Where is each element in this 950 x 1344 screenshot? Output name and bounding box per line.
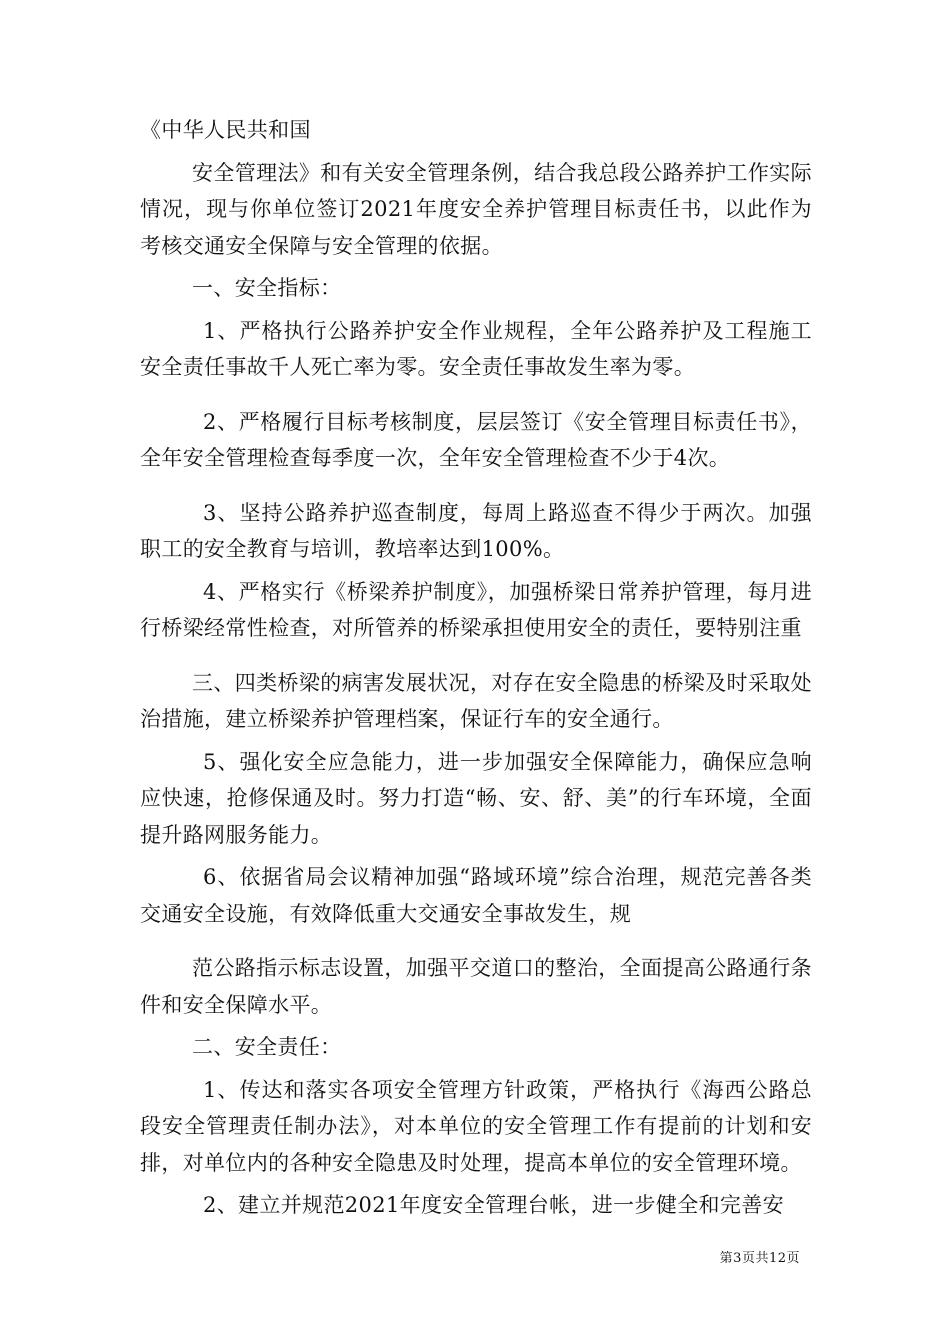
heading-safety-indicators: 一、安全指标：	[192, 276, 342, 300]
paragraph-indicator-1: 1、严格执行公路养护安全作业规程，全年公路养护及工程施工安全责任事故千人死亡率为零。安全责任事故发生率为零。	[140, 318, 812, 379]
document-body	[140, 112, 812, 1224]
paragraph-law-title: 《中华人民共和国	[140, 118, 311, 142]
paragraph-indicator-6-cont: 范公路指示标志设置，加强平交道口的整治，全面提高公路通行条件和安全保障水平。	[140, 956, 812, 1017]
paragraph-intro: 安全管理法》和有关安全管理条例，结合我总段公路养护工作实际情况，现与你单位签订2021年度安全养护管理目标责任书，以此作为考核交通安全保障与安全管理的依据。	[140, 160, 812, 258]
heading-safety-responsibility: 二、安全责任：	[192, 1035, 342, 1059]
paragraph-responsibility-2: 2、建立并规范2021年度安全管理台帐，进一步健全和完善安	[203, 1193, 784, 1217]
paragraph-indicator-2: 2、严格履行目标考核制度，层层签订《安全管理目标责任书》，全年安全管理检查每季度一次，全年安全管理检查不少于4次。	[140, 409, 812, 470]
paragraph-indicator-4-cont: 三、四类桥梁的病害发展状况，对存在安全隐患的桥梁及时采取处治措施，建立桥梁养护管理档案，保证行车的安全通行。	[140, 670, 812, 731]
paragraph-indicator-3: 3、坚持公路养护巡查制度，每周上路巡查不得少于两次。加强职工的安全教育与培训，教培率达到100%。	[140, 500, 812, 561]
paragraph-indicator-4: 4、严格实行《桥梁养护制度》，加强桥梁日常养护管理，每月进行桥梁经常性检查，对所管养的桥梁承担使用安全的责任，要特别注重	[140, 579, 812, 640]
paragraph-indicator-6: 6、依据省局会议精神加强“路域环境”综合治理，规范完善各类交通安全设施，有效降低重大交通安全事故发生，规	[140, 865, 812, 926]
paragraph-responsibility-1: 1、传达和落实各项安全管理方针政策，严格执行《海西公路总段安全管理责任制办法》，对本单位的安全管理工作有提前的计划和安排，对单位内的各种安全隐患及时处理，提高本单位的安全管理环境。	[140, 1077, 812, 1175]
page-number: 第3页共12页	[719, 1251, 800, 1266]
paragraph-indicator-5: 5、强化安全应急能力，进一步加强安全保障能力，确保应急响应快速，抢修保通及时。努力打造“畅、安、舒、美”的行车环境，全面提升路网服务能力。	[140, 749, 812, 847]
